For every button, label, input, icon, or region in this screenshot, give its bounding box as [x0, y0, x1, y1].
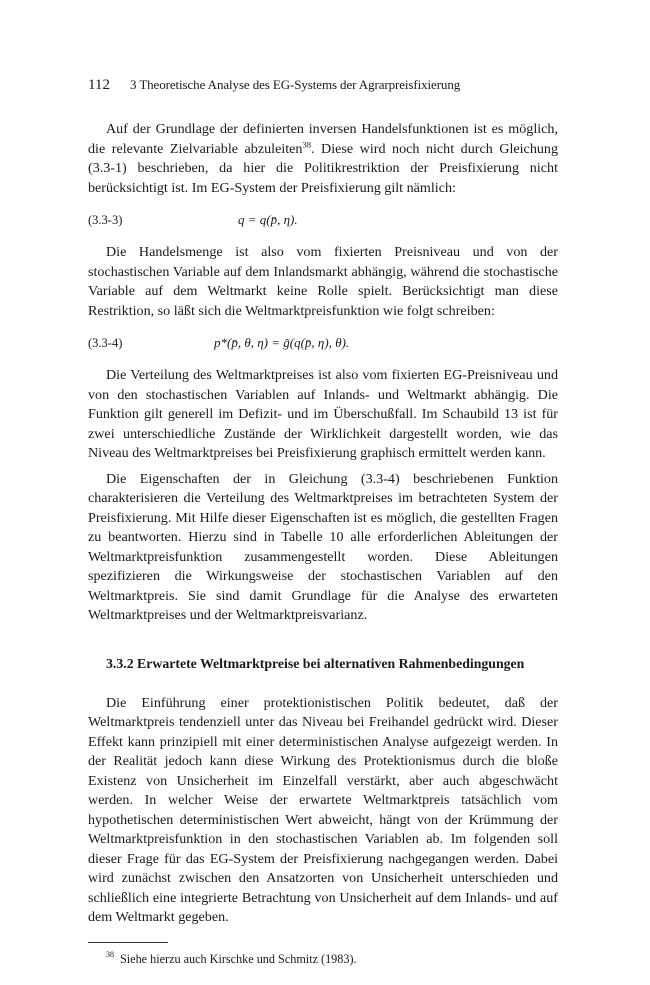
paragraph-1 [88, 120, 558, 198]
equation-expression: p*(p̄, θ, η) = g̃(q(p̄, η), θ). [214, 335, 350, 350]
paragraph-3: Die Verteilung des Weltmarktpreises ist also vom fixierten EG-Preisniveau und von den stochastischen Variablen auf Inlands- und Weltmarkt abhängig. Die Funktion gilt generell im Defizit- und im Überschußfall. Im Schaubild 13 ist für zwei unterschiedliche Zustände der Wirklichkeit dargestellt worden, wie das Niveau des Weltmarktpreises bei Preisfixierung graphisch ermittelt werden kann. [88, 367, 558, 461]
footnote-marker: 38 [106, 950, 114, 960]
equation-3-3-4 [88, 334, 558, 352]
section-heading: 3.3.2 Erwartete Weltmarktpreise bei alternativen Rahmenbedingungen [106, 655, 525, 671]
paragraph-1-text: Auf der Grundlage der definierten inversen Handelsfunktionen ist es möglich, die relevante Zielvariable abzuleiten [88, 121, 558, 157]
equation-number: (3.3-4) [88, 336, 123, 350]
page-header [88, 76, 558, 94]
equation-expression: q = q(p̄, η). [238, 212, 298, 227]
footnote [88, 951, 558, 967]
equation-3-3-3 [88, 211, 558, 229]
running-title: 3 Theoretische Analyse des EG-Systems der Agrarpreisfixierung [130, 77, 461, 92]
paragraph-5: Die Einführung einer protektionistischen Politik bedeutet, daß der Weltmarktpreis tendenziell unter das Niveau bei Freihandel gedrückt wird. Dieser Effekt kann prinzipiell mit einer deterministischen Analyse aufgezeigt werden. In der Realität jedoch kann diese Wirkung des Protektionismus durch die bloße Existenz von Unsicherheit im Einzelfall verstärkt, aber auch abgeschwächt werden. In welcher Weise der erwartete Weltmarktpreis tatsächlich vom hypothetischen deterministischen Wert abweicht, hängt von der Krümmung der Weltmarktpreisfunktion in den stochastischen Variablen ab. Im folgenden soll dieser Frage für das EG-System der Preisfixierung nachgegangen werden. Dabei wird zunächst zwischen den Ansatzorten von Unsicherheit unterschieden und schließlich eine integrierte Betrachtung von Unsicherheit auf dem Inlands- und auf dem Weltmarkt gegeben. [88, 694, 558, 925]
footnote-reference: 38 [302, 138, 311, 149]
paragraph-4: Die Eigenschaften der in Gleichung (3.3-4) beschriebenen Funktion charakterisieren die Verteilung des Weltmarktpreises im betrachteten System der Preisfixierung. Mit Hilfe dieser Eigenschaften ist es möglich, die gestellten Fragen zu beantworten. Hierzu sind in Tabelle 10 alle erforderlichen Ableitungen der Weltmarktpreisfunktion zusammengestellt worden. Diese Ableitungen spezifizieren die Wirkungsweise der stochastischen Variablen auf den Weltmarktpreis. Sie sind damit Grundlage für die Analyse des erwarteten Weltmarktpreises und der Weltmarktpreisvarianz. [88, 470, 558, 623]
equation-number: (3.3-3) [88, 213, 123, 227]
page-number: 112 [88, 77, 110, 93]
footnote-divider [88, 942, 168, 943]
paragraph-1-text-cont: . Diese wird noch nicht durch Gleichung (3.3-1) beschrieben, da hier die Politikrestriktion der Preisfixierung nicht berücksichtigt ist. Im EG-System der Preisfixierung gilt nämlich: [88, 140, 559, 196]
book-page [88, 76, 558, 967]
footnote-text: Siehe hierzu auch Kirschke und Schmitz (1983). [120, 951, 357, 966]
paragraph-2: Die Handelsmenge ist also vom fixierten Preisniveau und von der stochastischen Variable auf dem Inlandsmarkt abhängig, während die stochastische Variable auf dem Weltmarkt keine Rolle spielt. Berücksichtigt man diese Restriktion, so läßt sich die Weltmarktpreisfunktion wie folgt schreiben: [88, 244, 558, 319]
